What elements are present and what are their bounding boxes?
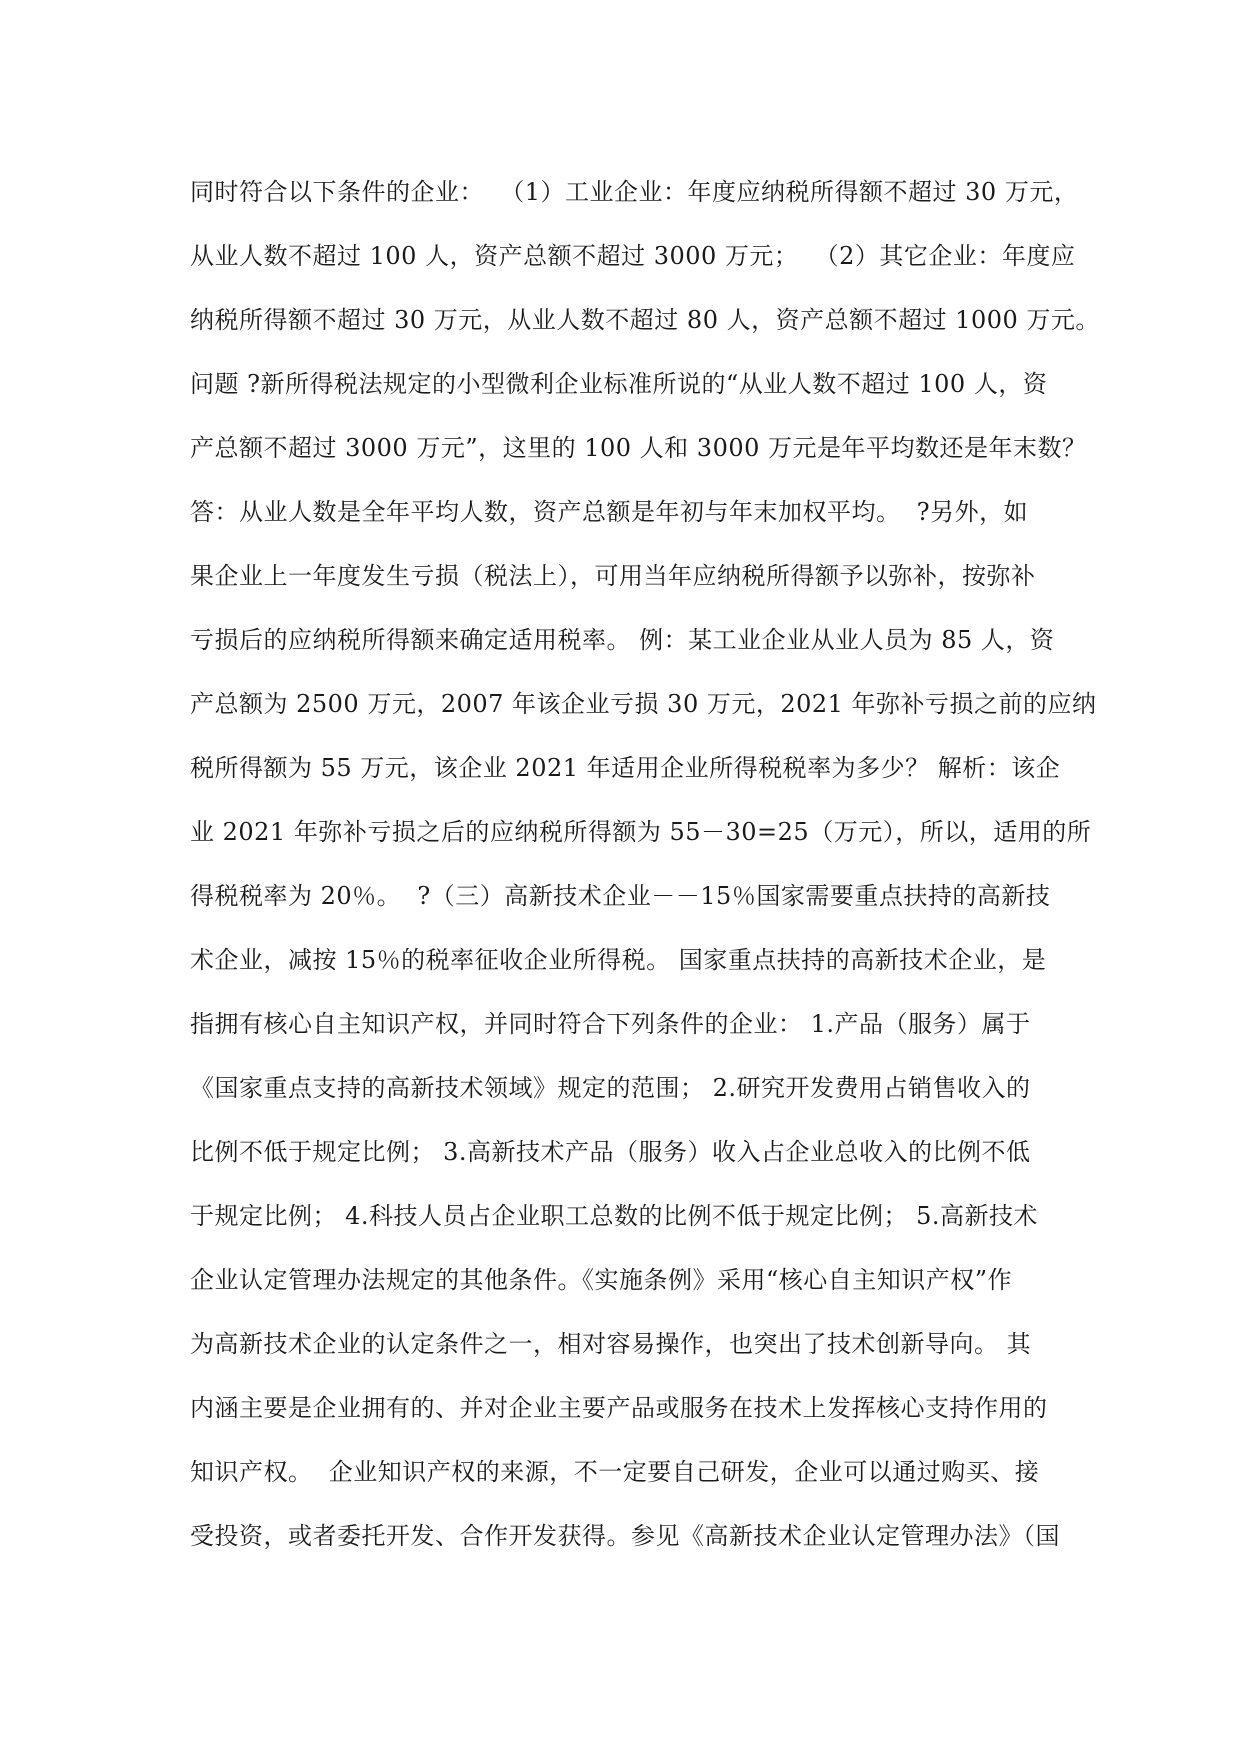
text-line: 知识产权。 企业知识产权的来源，不一定要自己研发，企业可以通过购买、接 [190, 1458, 1040, 1486]
text-line: 为高新技术企业的认定条件之一，相对容易操作，也突出了技术创新导向。 其 [190, 1330, 1032, 1358]
text-line: 纳税所得额不超过 30 万元，从业人数不超过 80 人，资产总额不超过 1000 万元。 [190, 306, 1100, 334]
body-text [190, 160, 1100, 1568]
text-line: 同时符合以下条件的企业： （1）工业企业：年度应纳税所得额不超过 30 万元， [190, 178, 1079, 206]
text-line: 内涵主要是企业拥有的、并对企业主要产品或服务在技术上发挥核心支持作用的 [190, 1394, 1048, 1422]
text-line: 《国家重点支持的高新技术领域》规定的范围； 2.研究开发费用占销售收入的 [190, 1074, 1031, 1102]
text-line: 比例不低于规定比例； 3.高新技术产品（服务）收入占企业总收入的比例不低 [190, 1138, 1031, 1166]
text-line: 税所得额为 55 万元，该企业 2021 年适用企业所得税税率为多少？ 解析：该企 [190, 754, 1061, 782]
text-line: 产总额不超过 3000 万元”，这里的 100 人和 3000 万元是年平均数还是年末数？ [190, 434, 1087, 462]
text-line: 术企业，减按 15％的税率征收企业所得税。 国家重点扶持的高新技术企业，是 [190, 946, 1047, 974]
text-line: 产总额为 2500 万元，2007 年该企业亏损 30 万元，2021 年弥补亏损之前的应纳 [190, 690, 1097, 718]
text-line: 业 2021 年弥补亏损之后的应纳税所得额为 55－30=25（万元），所以，适用的所 [190, 818, 1092, 846]
text-line: 从业人数不超过 100 人，资产总额不超过 3000 万元； （2）其它企业：年度应 [190, 242, 1076, 270]
text-line: 果企业上一年度发生亏损（税法上），可用当年应纳税所得额予以弥补，按弥补 [190, 562, 1036, 590]
text-line: 问题 ?新所得税法规定的小型微利企业标准所说的“从业人数不超过 100 人，资 [190, 370, 1048, 398]
text-line: 指拥有核心自主知识产权，并同时符合下列条件的企业： 1.产品（服务）属于 [190, 1010, 1031, 1038]
text-line: 受投资，或者委托开发、合作开发获得。参见《高新技术企业认定管理办法》（国 [190, 1522, 1060, 1550]
text-line: 答：从业人数是全年平均人数，资产总额是年初与年末加权平均。 ?另外，如 [190, 498, 1029, 526]
text-line: 得税税率为 20％。 ?（三）高新技术企业－－15％国家需要重点扶持的高新技 [190, 882, 1051, 910]
text-line: 企业认定管理办法规定的其他条件。《实施条例》采用“核心自主知识产权”作 [190, 1266, 1013, 1294]
text-line: 亏损后的应纳税所得额来确定适用税率。 例：某工业企业从业人员为 85 人，资 [190, 626, 1055, 654]
text-line: 于规定比例； 4.科技人员占企业职工总数的比例不低于规定比例； 5.高新技术 [190, 1202, 1039, 1230]
